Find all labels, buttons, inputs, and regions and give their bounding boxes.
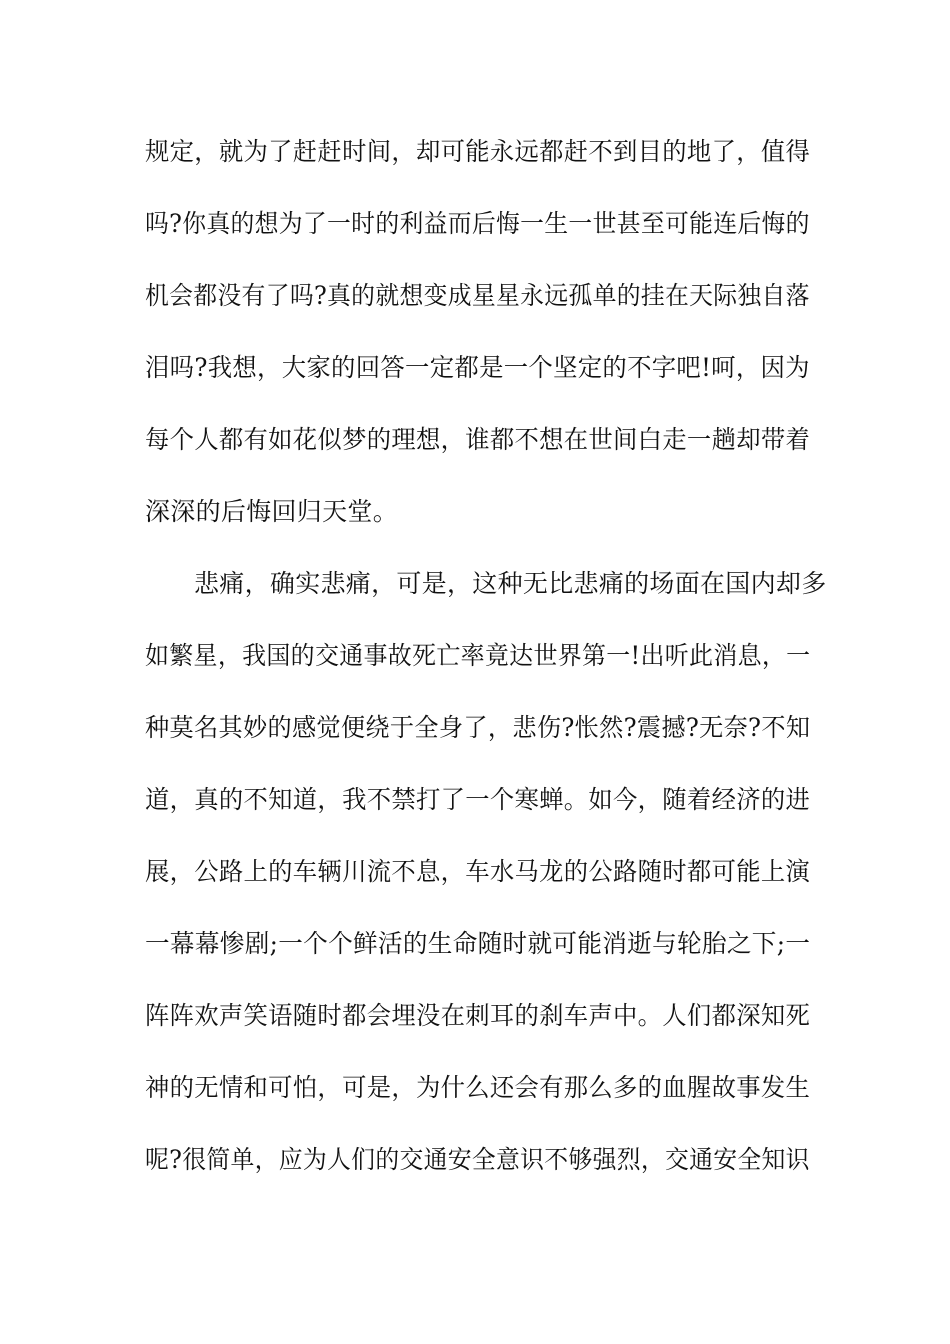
line-text: 一幕幕惨剧;一个个鲜活的生命随时就可能消逝与轮胎之下;一: [145, 929, 811, 958]
line-text: 泪吗?我想，大家的回答一定都是一个坚定的不字吧!呵，因为: [145, 353, 810, 382]
line-text: 种莫名其妙的感觉便绕于全身了，悲伤?怅然?震撼?无奈?不知: [145, 713, 811, 742]
text-line: [145, 710, 810, 746]
line-text: 呢?很简单，应为人们的交通安全意识不够强烈，交通安全知识: [145, 1145, 810, 1174]
line-text: 机会都没有了吗?真的就想变成星星永远孤单的挂在天际独自落: [145, 281, 810, 310]
text-line: [145, 998, 810, 1034]
line-text: 吗?你真的想为了一时的利益而后悔一生一世甚至可能连后悔的: [145, 209, 810, 238]
line-text: 展，公路上的车辆川流不息，车水马龙的公路随时都可能上演: [145, 857, 811, 886]
line-text: 神的无情和可怕，可是，为什么还会有那么多的血腥故事发生: [145, 1073, 811, 1102]
paragraph-first-line: [194, 566, 827, 602]
text-line: [145, 638, 810, 674]
text-line: [145, 854, 810, 890]
line-text: 道，真的不知道，我不禁打了一个寒蝉。如今，随着经济的进: [145, 785, 811, 814]
text-line: [145, 782, 810, 818]
text-line: [145, 422, 810, 458]
line-text: 如繁星，我国的交通事故死亡率竟达世界第一!出听此消息，一: [145, 641, 811, 670]
text-line: [145, 350, 810, 386]
line-text: 悲痛，确实悲痛，可是，这种无比悲痛的场面在国内却多: [194, 569, 827, 598]
line-text: 每个人都有如花似梦的理想，谁都不想在世间白走一趟却带着: [145, 425, 811, 454]
line-text: 深深的后悔回归天堂。: [145, 497, 399, 526]
text-line: [145, 1142, 810, 1178]
text-line: [145, 494, 398, 530]
text-line: [145, 278, 810, 314]
line-text: 阵阵欢声笑语随时都会埋没在刺耳的刹车声中。人们都深知死: [145, 1001, 811, 1030]
text-line: [145, 926, 810, 962]
text-line: [145, 134, 810, 170]
text-line: [145, 206, 810, 242]
text-line: [145, 1070, 810, 1106]
line-text: 规定，就为了赶赶时间，却可能永远都赶不到目的地了，值得: [145, 137, 811, 166]
